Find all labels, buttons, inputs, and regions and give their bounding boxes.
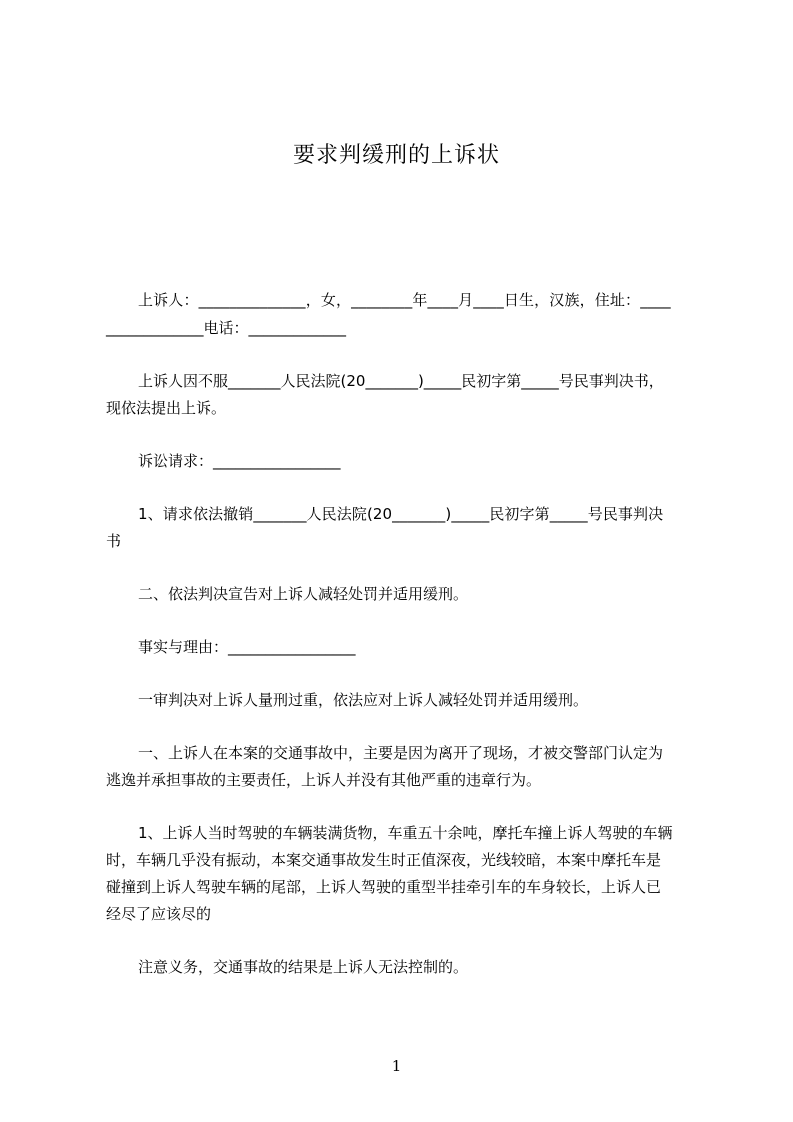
reason-1-1-line-1: 1、上诉人当时驾驶的车辆装满货物，车重五十余吨，摩托车撞上诉人驾驶的车辆 [138,824,673,842]
reason-1-line-2: 逃逸并承担事故的主要责任，上诉人并没有其他严重的违章行为。 [106,771,542,789]
phone-line: _____________电话：_____________ [106,319,347,337]
reason-1-1-line-3: 碰撞到上诉人驾驶车辆的尾部，上诉人驾驶的重型半挂牵引车的车身较长，上诉人已 [106,878,662,896]
reason-1-1-line-4: 经尽了应该尽的 [106,905,212,923]
claims-heading: 诉讼请求：_________________ [138,452,341,470]
appeal-intro-line: 上诉人因不服_______人民法院(20_______)_____民初字第_____号民事判决书， [138,372,664,390]
claim-item-1-continuation: 书 [106,532,122,550]
reason-1-1-line-5: 注意义务，交通事故的结果是上诉人无法控制的。 [138,958,469,976]
reason-1-line-1: 一、上诉人在本案的交通事故中，主要是因为离开了现场，才被交警部门认定为 [138,744,664,762]
page-number: 1 [391,1057,402,1075]
appeal-intro-continuation: 现依法提出上诉。 [106,399,227,417]
claim-item-2: 二、依法判决宣告对上诉人减轻处罚并适用缓刑。 [138,585,469,603]
facts-heading: 事实与理由：_________________ [138,638,356,656]
document-title: 要求判缓刑的上诉状 [292,143,500,168]
appellant-info-line: 上诉人：______________，女，________年____月____日生，汉族，住址：____ [138,291,671,309]
reason-1-1-line-2: 时，车辆几乎没有振动，本案交通事故发生时正值深夜，光线较暗，本案中摩托车是 [106,851,662,869]
facts-summary: 一审判决对上诉人量刑过重，依法应对上诉人减轻处罚并适用缓刑。 [138,691,589,709]
claim-item-1: 1、请求依法撤销_______人民法院(20_______)_____民初字第_____号民事判决 [138,505,664,523]
